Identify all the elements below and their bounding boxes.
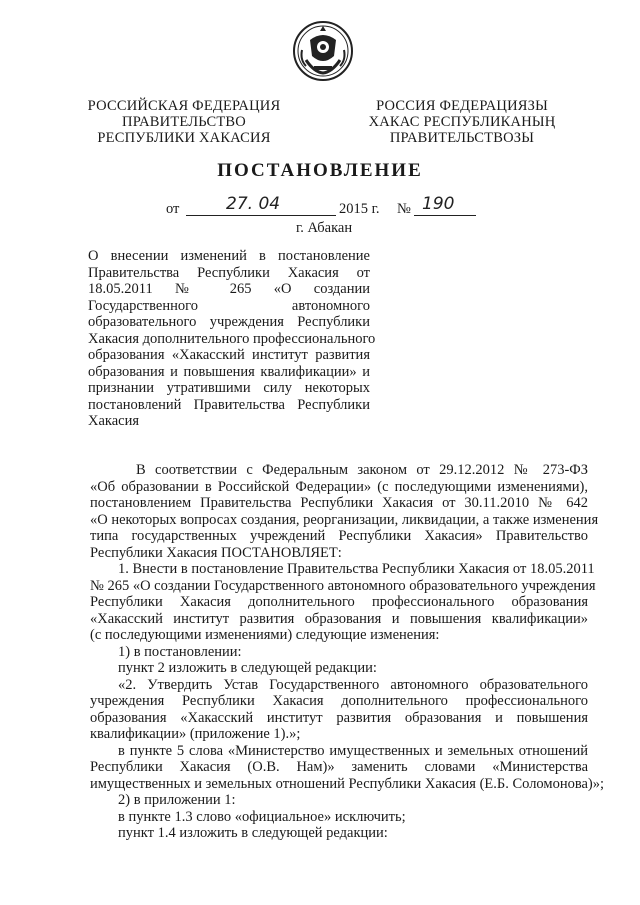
document-title: ПОСТАНОВЛЕНИЕ <box>217 160 423 181</box>
body-line: образования «Хакасский институт развития образования и повышения <box>90 709 588 726</box>
body-line: квалификации» (приложение 1).»; <box>90 726 301 742</box>
body-line: пункт 2 изложить в следующей редакции: <box>118 660 377 676</box>
coat-of-arms-emblem <box>292 20 354 82</box>
city-label: г. Абакан <box>296 220 353 236</box>
body-line: типа государственных учреждений Республики Хакасия» Правительство <box>90 528 588 544</box>
handwritten-number: 190 <box>422 194 455 214</box>
document-subject <box>88 248 376 430</box>
subject-line: Государственного автономного <box>88 297 370 314</box>
header-right-line-2: ХАКАС РЕСПУБЛИКАНЫҢ <box>368 114 556 130</box>
header-right-line-3: ПРАВИТЕЛЬСТВОЗЫ <box>389 130 535 146</box>
header-right-line-1: РОССИЯ ФЕДЕРАЦИЯЗЫ <box>376 98 548 114</box>
subject-line: Хакасия <box>88 413 140 429</box>
header-left-line-1: РОССИЙСКАЯ ФЕДЕРАЦИЯ <box>87 98 281 114</box>
body-line: Республики Хакасия ПОСТАНОВЛЯЕТ: <box>90 544 342 561</box>
subject-line: образовательного учреждения Республики <box>88 314 370 330</box>
body-line: в пункте 1.3 слово «официальное» исключить; <box>118 808 406 825</box>
subject-line: образования и повышения квалификации» и <box>88 363 370 380</box>
subject-line: 18.05.2011 № 265 «О создании <box>88 281 370 297</box>
subject-line: признании утратившими силу некоторых <box>88 380 370 396</box>
body-line: 2) в приложении 1: <box>118 792 236 808</box>
number-sign: № <box>397 201 411 217</box>
body-line: «О некоторых вопросах создания, реорганизации, ликвидации, а также изменения <box>90 511 599 528</box>
subject-line: Правительства Республики Хакасия от <box>88 264 370 281</box>
body-line: Республики Хакасия дополнительного профессионального образования <box>90 594 588 610</box>
body-line: имущественных и земельных отношений Республики Хакасия (Е.Б. Соломонова)»; <box>90 775 605 792</box>
body-line: (с последующими изменениями) следующие изменения: <box>90 627 440 643</box>
header-left-line-3: РЕСПУБЛИКИ ХАКАСИЯ <box>97 130 271 146</box>
date-prefix: от <box>166 201 180 217</box>
header-right <box>364 98 560 146</box>
handwritten-date: 27. 04 <box>226 194 281 214</box>
subject-line: постановлений Правительства Республики <box>88 396 370 413</box>
body-line: постановлением Правительства Республики Хакасия от 30.11.2010 № 642 <box>90 495 588 511</box>
document-body <box>90 462 605 842</box>
date-year: 2015 г. <box>339 201 380 217</box>
body-line: учреждения Республики Хакасия дополнительного профессионального <box>90 693 588 709</box>
body-line: пункт 1.4 изложить в следующей редакции: <box>118 825 388 841</box>
body-line: № 265 «О создании Государственного автономного образовательного учреждения <box>90 577 596 594</box>
subject-line: О внесении изменений в постановление <box>88 248 370 264</box>
body-line: «2. Утвердить Устав Государственного автономного образовательного <box>118 676 588 693</box>
header-left-line-2: ПРАВИТЕЛЬСТВО <box>122 114 246 130</box>
body-line: «Об образовании в Российской Федерации» (с последующими изменениями), <box>90 478 588 495</box>
body-line: «Хакасский институт развития образования и повышения квалификации» <box>90 610 588 627</box>
header-left <box>86 98 282 146</box>
subject-line: образования «Хакасский институт развития <box>88 347 370 363</box>
subject-line: Хакасия дополнительного профессионального <box>88 330 376 347</box>
body-line: 1. Внести в постановление Правительства Республики Хакасия от 18.05.2011 <box>118 561 595 577</box>
body-line: Республики Хакасия (О.В. Нам)» заменить словами «Министерства <box>90 759 588 775</box>
date-line <box>0 194 640 219</box>
body-line: в пункте 5 слова «Министерство имущественных и земельных отношений <box>118 742 588 759</box>
body-line: В соответствии с Федеральным законом от 29.12.2012 № 273-ФЗ <box>136 462 588 478</box>
body-line: 1) в постановлении: <box>118 643 242 660</box>
